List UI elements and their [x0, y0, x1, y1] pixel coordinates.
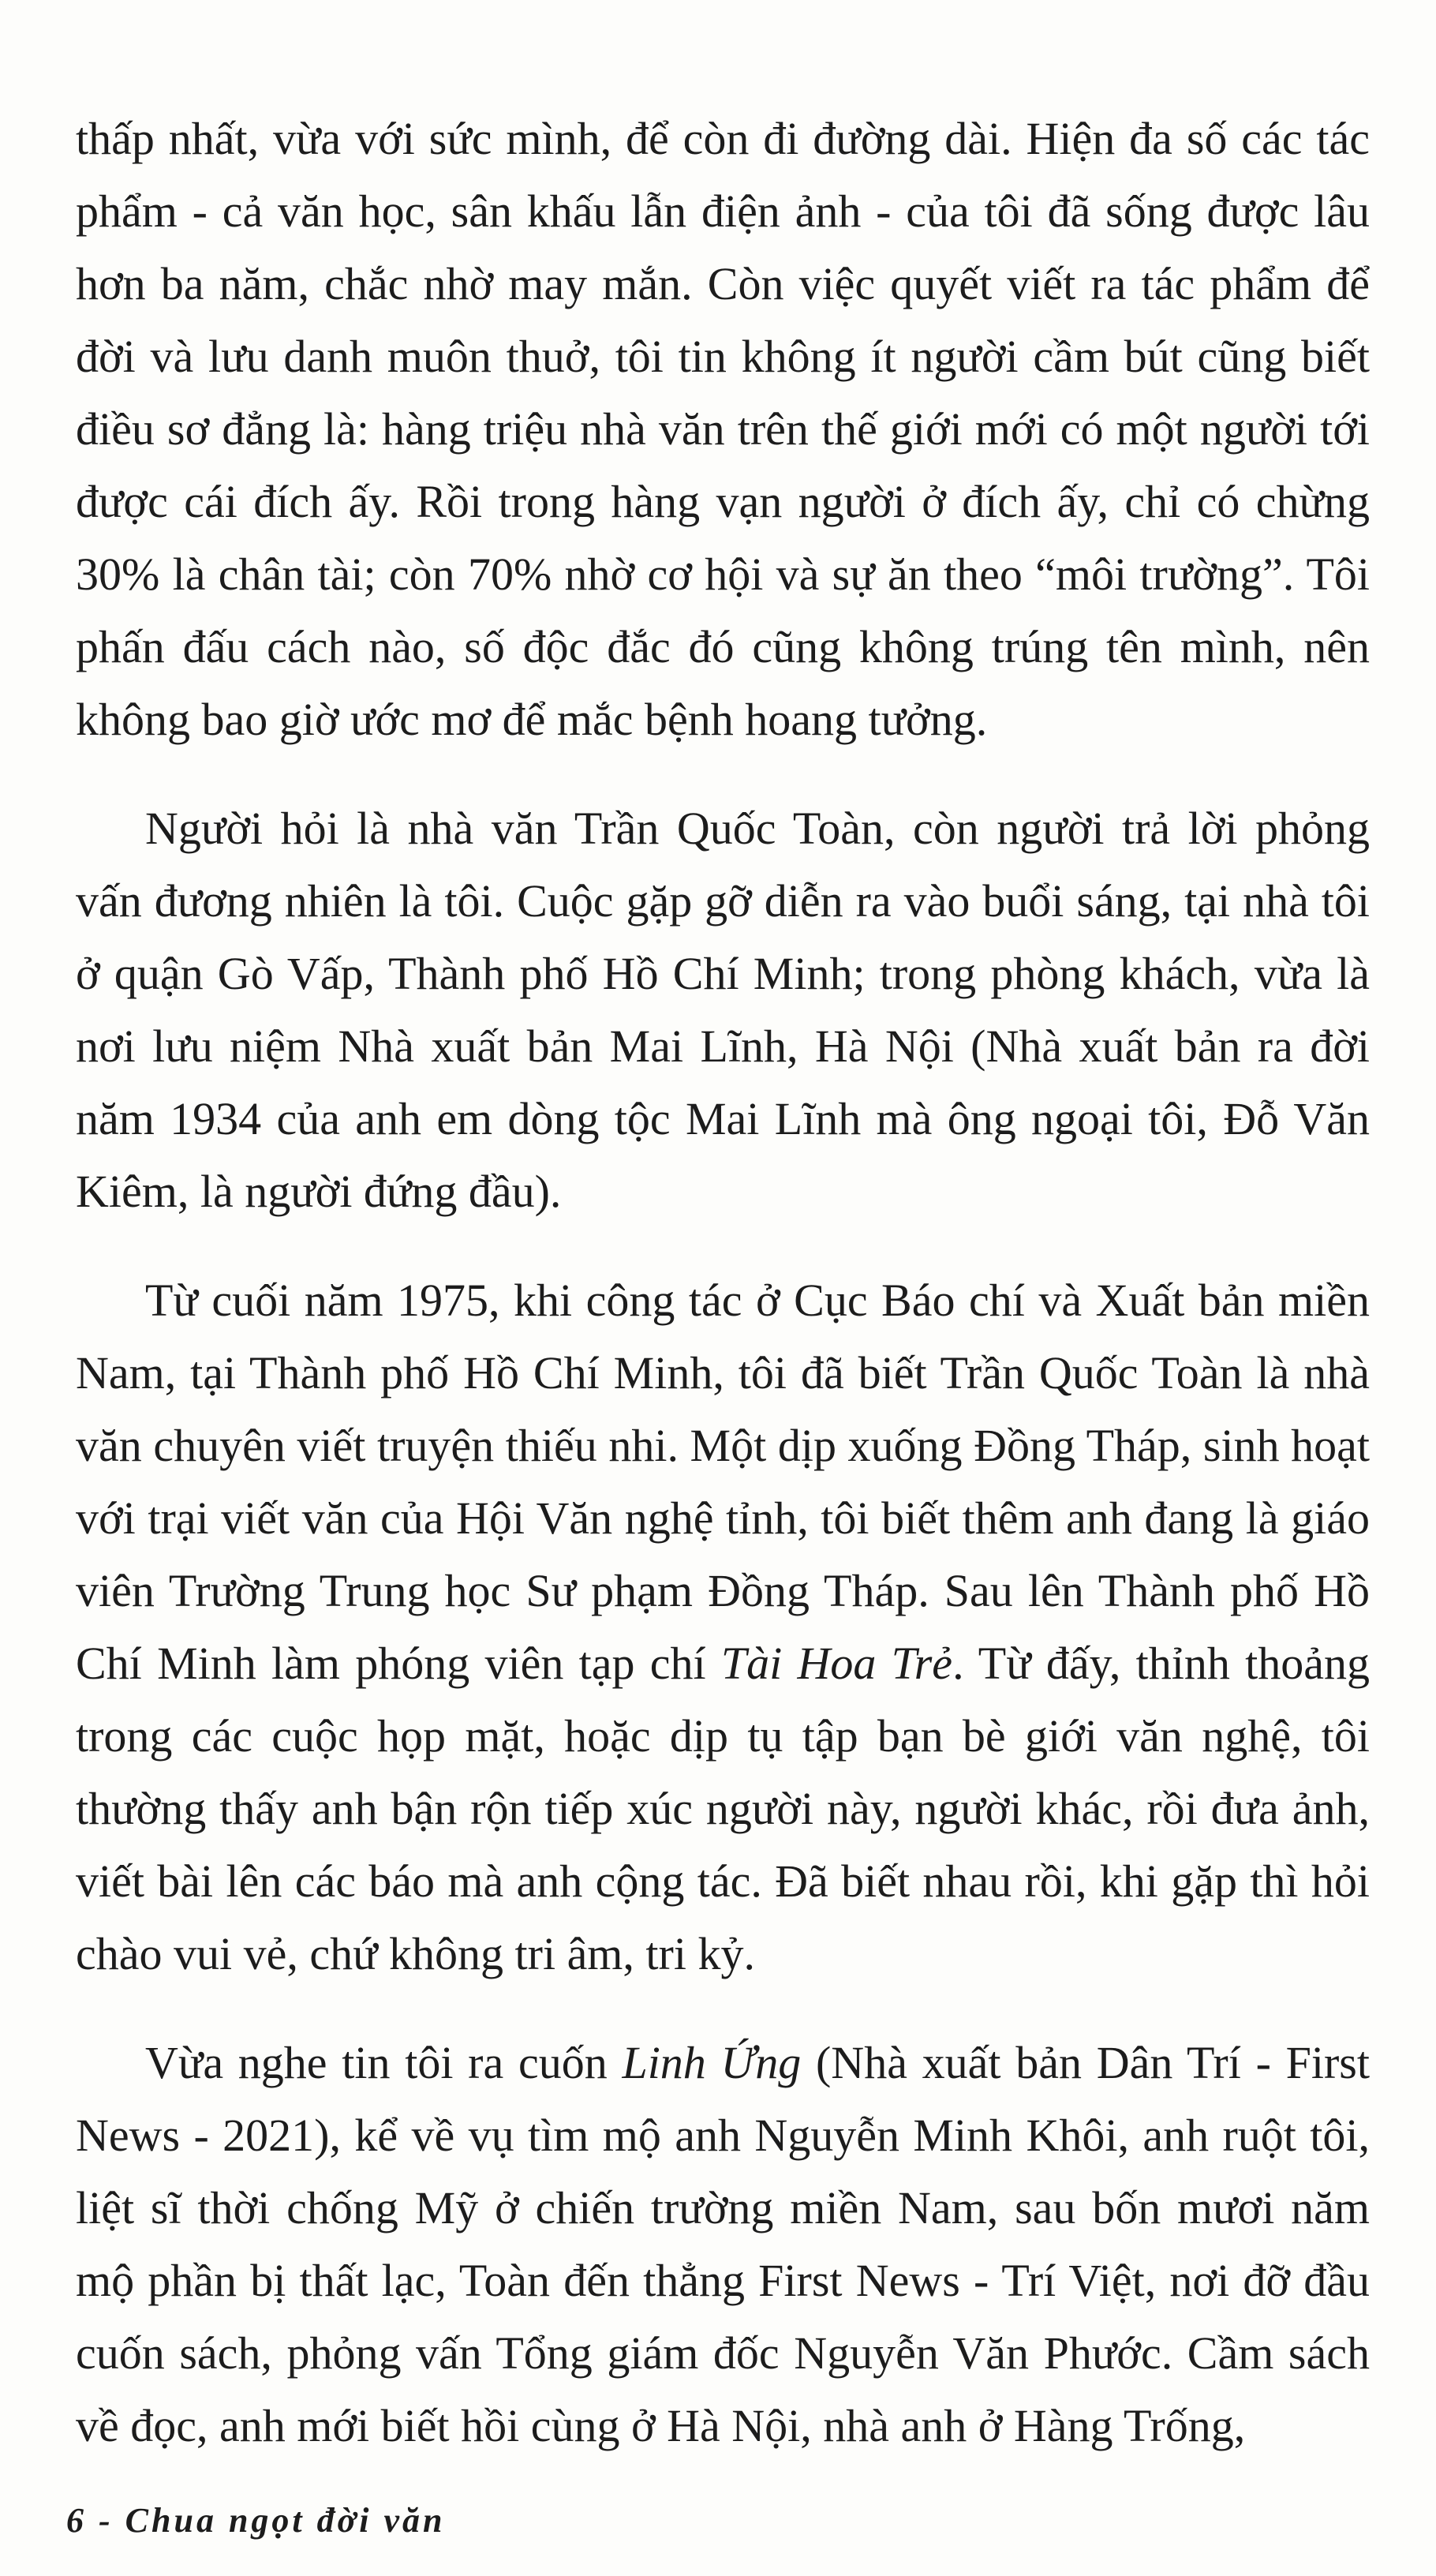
paragraph-gap: [76, 1228, 1370, 1264]
page-footer: 6 - Chua ngọt đời văn: [66, 2501, 446, 2540]
text-run: . Từ đấy, thỉnh thoảng trong các cuộc họp mặt, hoặc dịp tụ tập bạn bè giới văn nghệ, tôi thường thấy anh bận rộn tiếp xúc người này, người khác, rồi đưa ảnh, viết bài lên các báo mà anh cộng tác. Đã biết nhau rồi, khi gặp thì hỏi chào vui vẻ, chứ không tri âm, tri kỷ.: [76, 1638, 1370, 1979]
text-run: Từ cuối năm 1975, khi công tác ở Cục Báo chí và Xuất bản miền Nam, tại Thành phố Hồ Chí Minh, tôi đã biết Trần Quốc Toàn là nhà văn chuyên viết truyện thiếu nhi. Một dịp xuống Đồng Tháp, sinh hoạt với trại viết văn của Hội Văn nghệ tỉnh, tôi biết thêm anh đang là giáo viên Trường Trung học Sư phạm Đồng Tháp. Sau lên Thành phố Hồ Chí Minh làm phóng viên tạp chí: [76, 1275, 1370, 1689]
italic-title: Linh Ứng: [622, 2037, 802, 2088]
text-run: (Nhà xuất bản Dân Trí - First News - 2021), kể về vụ tìm mộ anh Nguyễn Minh Khôi, anh ruột tôi, liệt sĩ thời chống Mỹ ở chiến trường miền Nam, sau bốn mươi năm mộ phần bị thất lạc, Toàn đến thẳng First News - Trí Việt, nơi đỡ đầu cuốn sách, phỏng vấn Tổng giám đốc Nguyễn Văn Phước. Cầm sách về đọc, anh mới biết hồi cùng ở Hà Nội, nhà anh ở Hàng Trống,: [76, 2037, 1370, 2451]
paragraph: [76, 1264, 1370, 1990]
paragraph: [76, 2027, 1370, 2462]
paragraph: [76, 103, 1370, 756]
text-run: Vừa nghe tin tôi ra cuốn: [145, 2037, 623, 2088]
text-run: Người hỏi là nhà văn Trần Quốc Toàn, còn người trả lời phỏng vấn đương nhiên là tôi. Cuộc gặp gỡ diễn ra vào buổi sáng, tại nhà tôi ở quận Gò Vấp, Thành phố Hồ Chí Minh; trong phòng khách, vừa là nơi lưu niệm Nhà xuất bản Mai Lĩnh, Hà Nội (Nhà xuất bản ra đời năm 1934 của anh em dòng tộc Mai Lĩnh mà ông ngoại tôi, Đỗ Văn Kiêm, là người đứng đầu).: [76, 803, 1370, 1217]
paragraph-gap: [76, 756, 1370, 792]
paragraph-gap: [76, 1990, 1370, 2027]
text-run: thấp nhất, vừa với sức mình, để còn đi đường dài. Hiện đa số các tác phẩm - cả văn học, sân khấu lẫn điện ảnh - của tôi đã sống được lâu hơn ba năm, chắc nhờ may mắn. Còn việc quyết viết ra tác phẩm để đời và lưu danh muôn thuở, tôi tin không ít người cầm bút cũng biết điều sơ đẳng là: hàng triệu nhà văn trên thế giới mới có một người tới được cái đích ấy. Rồi trong hàng vạn người ở đích ấy, chỉ có chừng 30% là chân tài; còn 70% nhờ cơ hội và sự ăn theo “môi trường”. Tôi phấn đấu cách nào, số độc đắc đó cũng không trúng tên mình, nên không bao giờ ước mơ để mắc bệnh hoang tưởng.: [76, 113, 1370, 745]
italic-title: Tài Hoa Trẻ: [720, 1638, 953, 1689]
body-text: [76, 103, 1370, 2462]
paragraph: [76, 792, 1370, 1228]
